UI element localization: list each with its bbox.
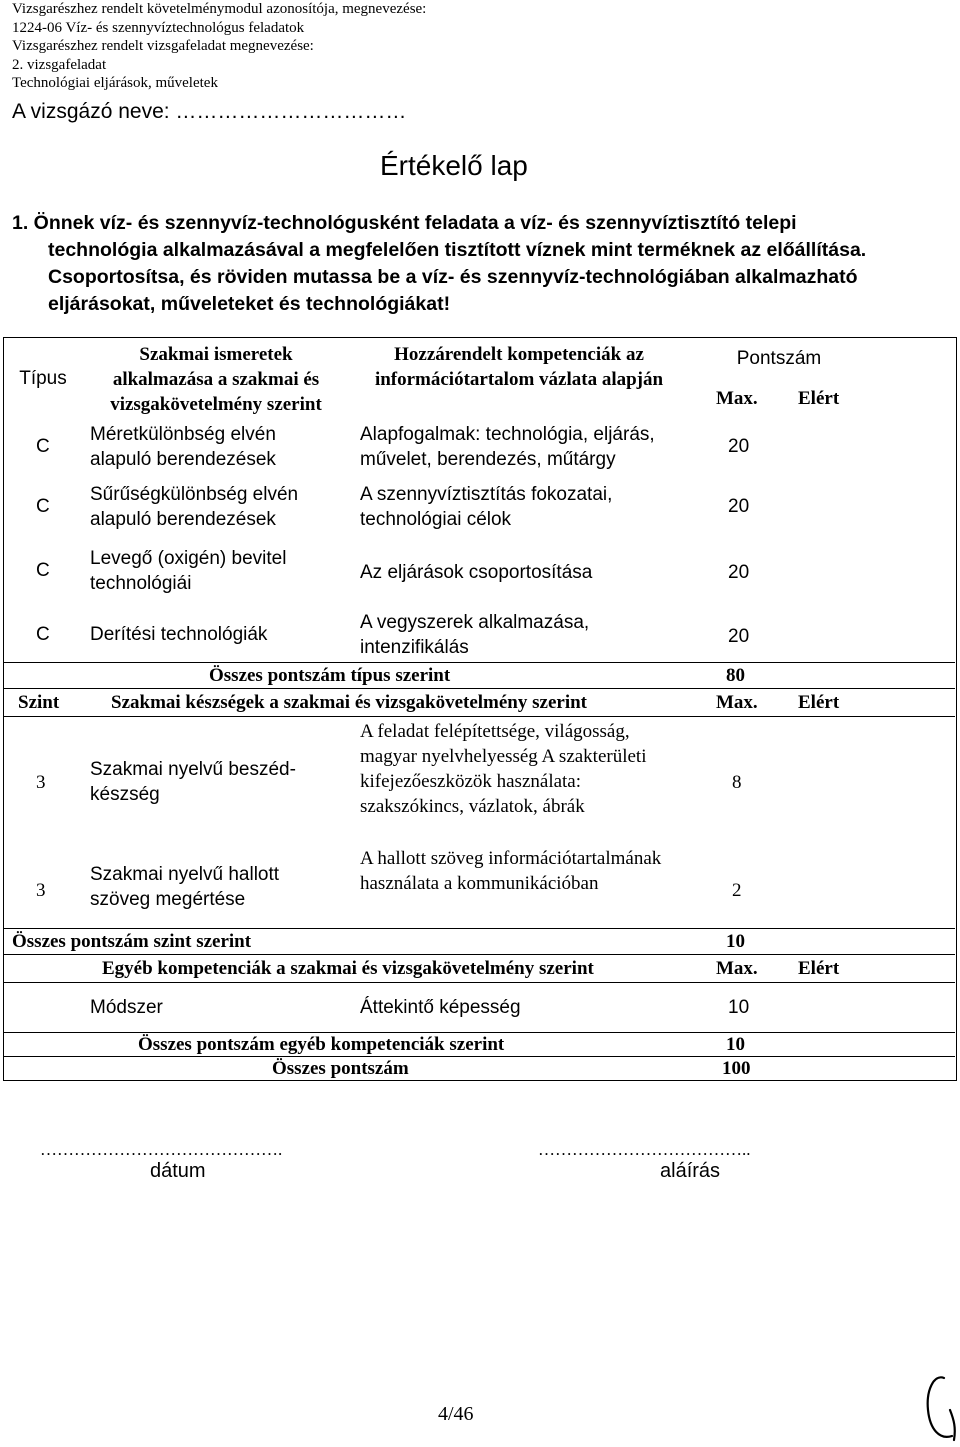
row-topic: Levegő (oxigén) bevitel technológiái: [90, 548, 287, 594]
examinee-name-field: A vizsgázó neve: ……………………………: [12, 100, 407, 123]
header-level: Szint: [18, 692, 60, 713]
row-type: C: [36, 624, 50, 645]
row-topic: Szakmai nyelvű hallott szöveg megértése: [90, 864, 280, 910]
row-competence: A feladat felépítettsége, világosság, magyar nyelvhelyesség A szakterületi kifejezőeszközök használata: szakszókincs, vázlatok, ábrák: [360, 721, 647, 817]
other-header-row: [4, 954, 955, 982]
header-achieved-2: Elért: [798, 692, 840, 713]
header-line-2: 1224-06 Víz- és szennyvíztechnológus feladatok: [12, 19, 305, 36]
header-competence: Hozzárendelt kompetenciák az információtartalom vázlata alapján: [374, 344, 664, 390]
total-other-row: [4, 1032, 955, 1056]
handwritten-initials-icon: [920, 1370, 958, 1445]
date-line: …………………………………….: [40, 1140, 283, 1159]
row-level: 3: [36, 880, 46, 901]
table-row: [4, 982, 955, 1032]
header-max-3: Max.: [716, 958, 758, 979]
row-level: 3: [36, 772, 46, 793]
evaluation-table: [3, 337, 957, 1081]
row-competence: A hallott szöveg információtartalmának használata a kommunikációban: [360, 848, 662, 894]
table-header-row: [4, 338, 955, 420]
task-line-1: 1. Önnek víz- és szennyvíz-technológusként feladata a víz- és szennyvíztisztító telepi: [12, 212, 797, 234]
row-competence: Az eljárások csoportosítása: [360, 562, 593, 583]
header-knowledge: Szakmai ismeretek alkalmazása a szakmai és vizsgakövetelmény szerint: [110, 344, 322, 415]
header-skills: Szakmai készségek a szakmai és vizsgakövetelmény szerint: [111, 692, 587, 713]
table-row: [4, 604, 955, 662]
row-max: 10: [728, 997, 750, 1018]
total-other-value: 10: [726, 1034, 745, 1055]
signature-line: ………………………………..: [538, 1140, 751, 1159]
header-line-1: Vizsgarészhez rendelt követelménymodul azonosítója, megnevezése:: [12, 1, 427, 17]
row-max: 20: [728, 496, 750, 517]
total-other-label: Összes pontszám egyéb kompetenciák szerint: [138, 1034, 505, 1055]
document-header: [12, 0, 426, 93]
total-type-value: 80: [726, 665, 745, 686]
header-line-4: 2. vizsgafeladat: [12, 56, 107, 73]
header-achieved: Elért: [798, 388, 840, 409]
header-other: Egyéb kompetenciák a szakmai és vizsgakövetelmény szerint: [102, 958, 594, 979]
task-line-4: eljárásokat, műveleteket és technológiákat!: [48, 293, 451, 315]
grand-total-label: Összes pontszám: [272, 1058, 409, 1079]
task-line-2: technológia alkalmazásával a megfelelően tisztított víznek mint terméknek az előállítása.: [48, 239, 867, 261]
row-max: 20: [728, 436, 750, 457]
row-type: C: [36, 560, 50, 581]
row-topic: Méretkülönbség elvén alapuló berendezések: [90, 424, 276, 470]
header-achieved-3: Elért: [798, 958, 840, 979]
row-type: C: [36, 496, 50, 517]
grand-total-value: 100: [722, 1058, 751, 1079]
table-row: [4, 844, 955, 928]
table-row: [4, 716, 955, 844]
row-competence: A szennyvíztisztítás fokozatai, technológiai célok: [360, 484, 613, 530]
task-line-3: Csoportosítsa, és röviden mutassa be a víz- és szennyvíz-technológiában alkalmazható: [48, 266, 858, 288]
row-max: 2: [732, 880, 742, 901]
total-type-label: Összes pontszám típus szerint: [209, 665, 451, 686]
page-title: Értékelő lap: [380, 150, 528, 181]
row-competence: Alapfogalmak: technológia, eljárás, művelet, berendezés, műtárgy: [360, 424, 655, 470]
total-type-row: [4, 662, 955, 688]
row-topic: Szakmai nyelvű beszéd-készség: [90, 759, 296, 805]
row-topic: Sűrűségkülönbség elvén alapuló berendezések: [90, 484, 299, 530]
total-level-value: 10: [726, 931, 745, 952]
row-type: C: [36, 436, 50, 457]
row-max: 8: [732, 772, 742, 793]
total-level-label: Összes pontszám szint szerint: [12, 931, 252, 952]
date-label: dátum: [150, 1160, 206, 1182]
signature-label: aláírás: [660, 1160, 721, 1182]
header-max-2: Max.: [716, 692, 758, 713]
page-number: 4/46: [438, 1403, 474, 1425]
header-points: Pontszám: [736, 348, 822, 369]
task-description: [12, 210, 942, 318]
header-type: Típus: [19, 368, 67, 389]
total-level-row: [4, 928, 955, 954]
table-row: [4, 540, 955, 604]
table-row: [4, 476, 955, 540]
skills-header-row: [4, 688, 955, 716]
header-line-3: Vizsgarészhez rendelt vizsgafeladat megnevezése:: [12, 38, 314, 54]
row-competence: Áttekintő képesség: [360, 997, 521, 1018]
row-competence: A vegyszerek alkalmazása, intenzifikálás: [360, 612, 590, 658]
row-topic: Derítési technológiák: [90, 624, 268, 645]
table-row: [4, 420, 955, 476]
row-max: 20: [728, 626, 750, 647]
header-max: Max.: [716, 388, 758, 409]
row-topic: Módszer: [90, 997, 163, 1018]
grand-total-row: [4, 1056, 955, 1080]
header-line-5: Technológiai eljárások, műveletek: [12, 75, 218, 91]
row-max: 20: [728, 562, 750, 583]
